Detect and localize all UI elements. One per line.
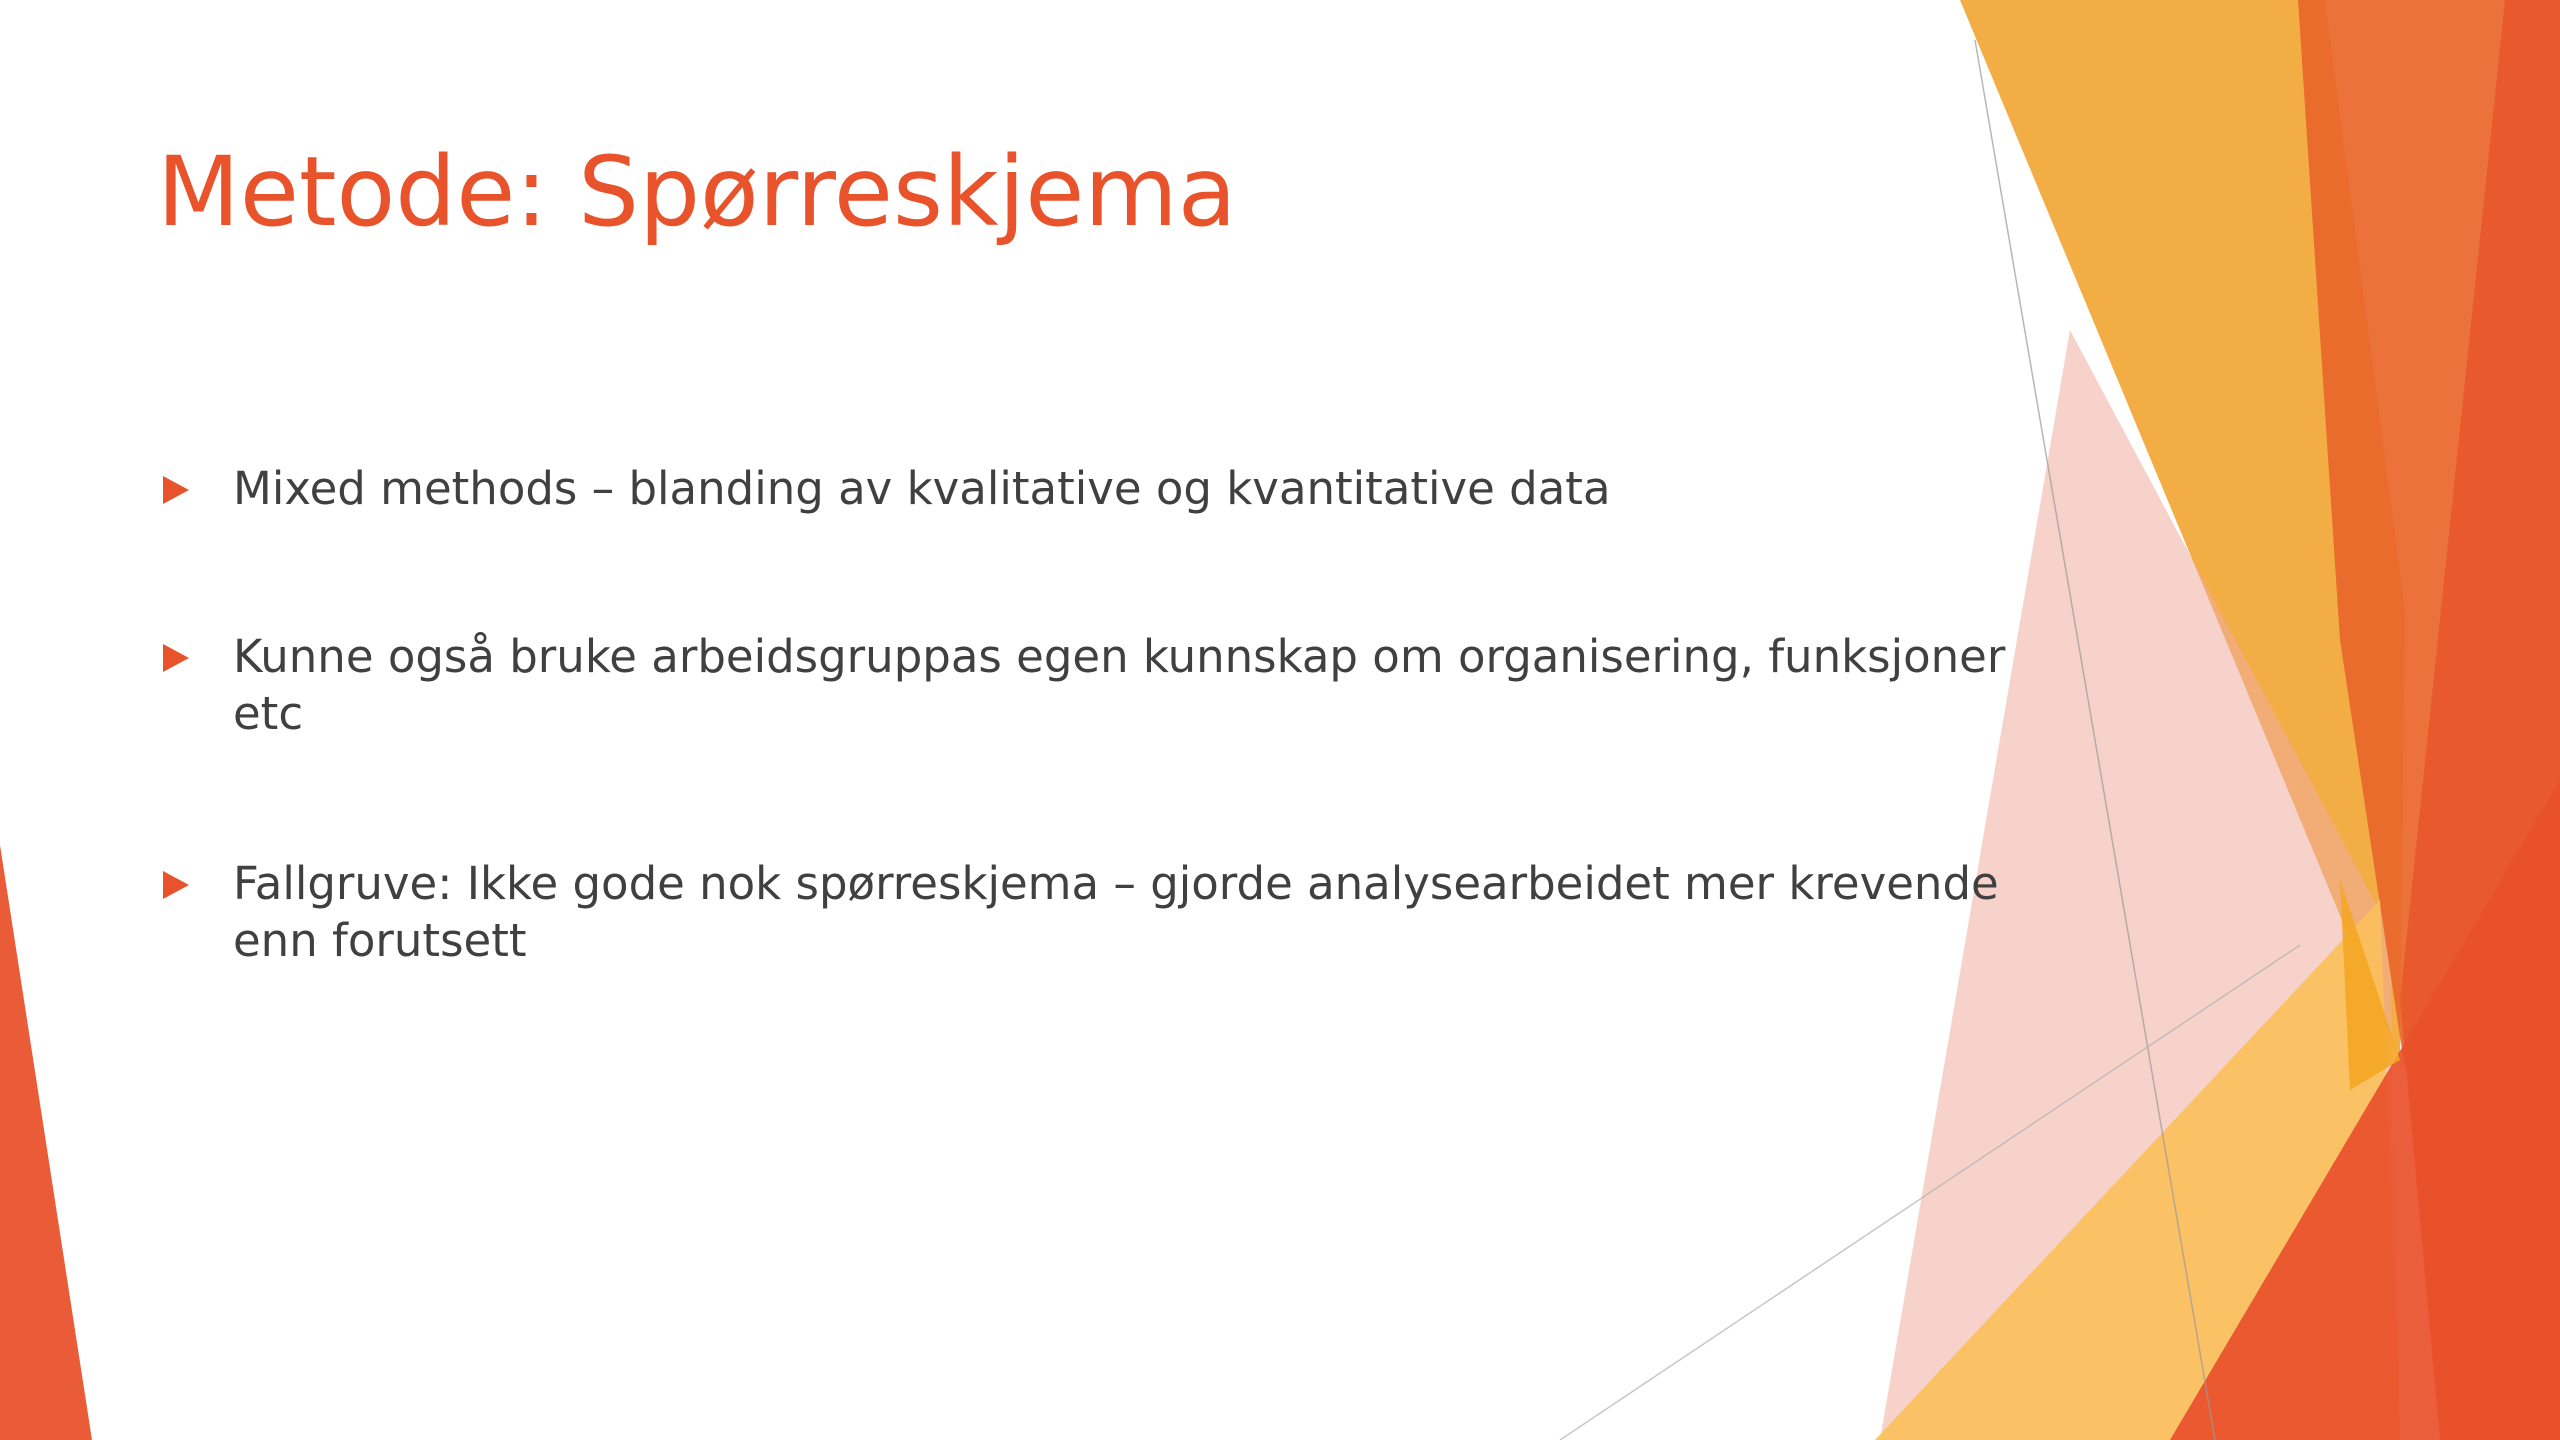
bullet-item [157,628,2033,742]
bullet-item [157,855,2033,969]
bullet-text: Mixed methods – blanding av kvalitative og kvantitative data [233,462,1611,515]
triangle-right-icon [163,644,189,672]
bullet-text: Kunne også bruke arbeidsgruppas egen kunnskap om organisering, funksjoner etc [233,630,2006,740]
triangle-right-icon [163,476,189,504]
left-accent-shape [0,845,92,1440]
triangle-right-icon [163,871,189,899]
bullet-text: Fallgruve: Ikke gode nok spørreskjema – gjorde analysearbeidet mer krevende enn forutsett [233,857,1999,967]
bullet-item [157,460,2033,517]
slide-title: Metode: Spørreskjema [157,136,1237,248]
